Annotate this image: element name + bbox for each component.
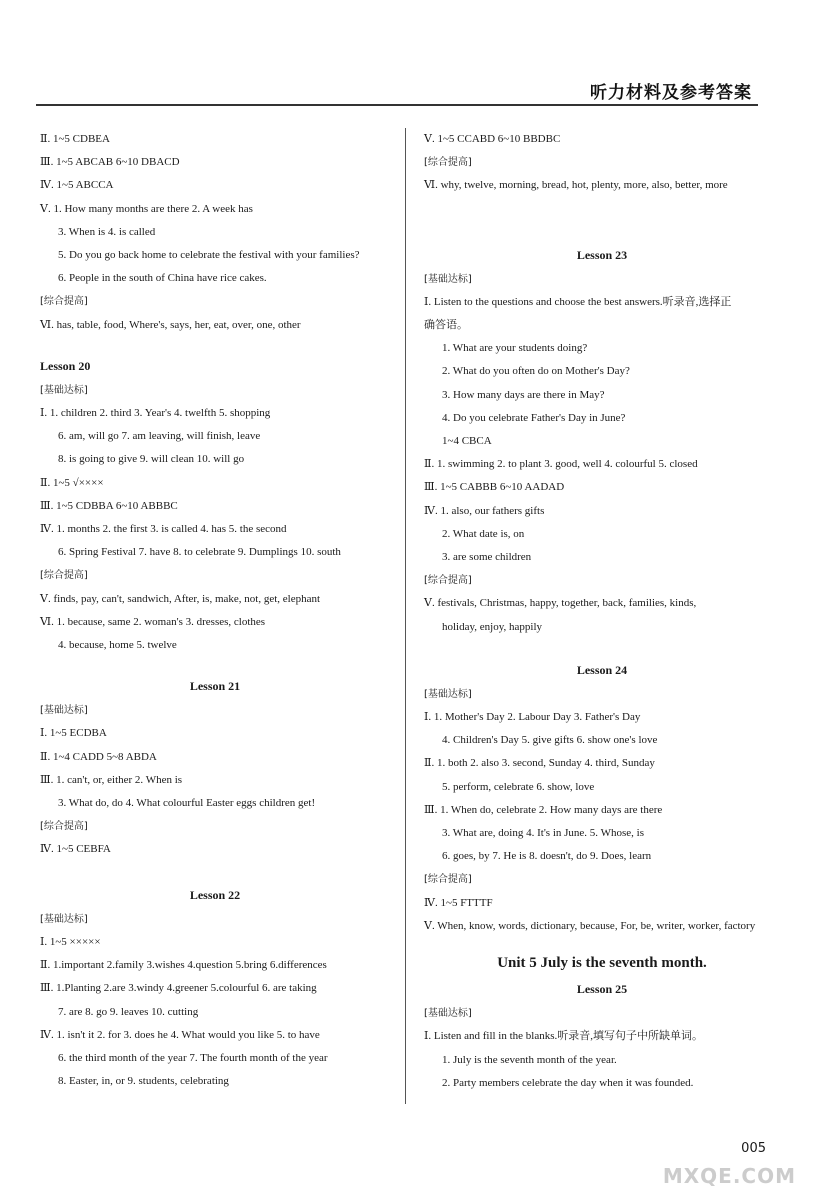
answer-line: Ⅳ. 1~5 FTTTF (424, 896, 493, 909)
answer-line: Ⅳ. 1~5 CEBFA (40, 843, 111, 856)
answer-line: Ⅰ. Listen to the questions and choose the best answers.听录音,选择正 (424, 295, 732, 308)
lesson-title: Lesson 20 (40, 358, 91, 373)
answer-line: 2. What do you often do on Mother's Day? (442, 365, 630, 378)
section-tag: [综合提高] (40, 570, 88, 582)
answer-line: 3. When is 4. is called (58, 225, 156, 238)
page-number: 005 (741, 1141, 766, 1156)
answer-line: Ⅵ. 1. because, same 2. woman's 3. dresses, clothes (40, 615, 266, 628)
answer-line: Ⅳ. 1. isn't it 2. for 3. does he 4. What would you like 5. to have (40, 1028, 320, 1041)
answer-line: 8. is going to give 9. will clean 10. will go (58, 453, 245, 466)
left-column (40, 128, 390, 1093)
lesson-title: Lesson 21 (189, 679, 241, 694)
answer-line: Ⅲ. 1.Planting 2.are 3.windy 4.greener 5.colourful 6. are taking (40, 982, 317, 995)
section-tag: [综合提高] (40, 296, 88, 308)
answer-line: Ⅴ. finds, pay, can't, sandwich, After, is, make, not, get, elephant (40, 592, 321, 605)
section-tag: [综合提高] (424, 157, 472, 169)
answer-line: Ⅴ. festivals, Christmas, happy, together, back, families, kinds, (424, 597, 697, 610)
answer-line: 4. Children's Day 5. give gifts 6. show one's love (442, 734, 658, 747)
column-divider (405, 128, 406, 1104)
answer-line: 8. Easter, in, or 9. students, celebrating (58, 1075, 229, 1088)
answer-line: Ⅱ. 1. both 2. also 3. second, Sunday 4. third, Sunday (424, 757, 655, 770)
page-header-title: 听力材料及参考答案 (590, 83, 752, 103)
answer-line: 1~4 CBCA (442, 435, 492, 448)
answer-line: 5. perform, celebrate 6. show, love (442, 780, 595, 793)
answer-line: Ⅰ. 1~5 ECDBA (40, 727, 107, 740)
section-tag: [基础达标] (424, 688, 472, 700)
answer-line: Ⅱ. 1~4 CADD 5~8 ABDA (40, 750, 157, 763)
answer-line: Ⅵ. why, twelve, morning, bread, hot, plenty, more, also, better, more (424, 179, 728, 192)
answer-line: Ⅱ. 1~5 CDBEA (40, 133, 110, 145)
answer-line: Ⅱ. 1~5 √×××× (40, 476, 104, 489)
answer-line: Ⅳ. 1. months 2. the first 3. is called 4. has 5. the second (40, 523, 287, 536)
answer-line: Ⅲ. 1. can't, or, either 2. When is (40, 773, 183, 786)
answer-line: Ⅱ. 1.important 2.family 3.wishes 4.question 5.bring 6.differences (40, 959, 327, 972)
section-tag: [基础达标] (424, 1008, 472, 1020)
lesson-title: Lesson 25 (576, 982, 628, 997)
answer-line: 3. are some children (442, 551, 532, 564)
answer-line: 5. Do you go back home to celebrate the festival with your families? (58, 249, 360, 262)
answer-line: 7. are 8. go 9. leaves 10. cutting (58, 1005, 199, 1018)
answer-line: Ⅳ. 1. also, our fathers gifts (424, 504, 545, 517)
answer-line: Ⅲ. 1. When do, celebrate 2. How many days are there (424, 803, 663, 816)
watermark: MXQE.COM (662, 1164, 796, 1188)
lesson-title: Lesson 24 (576, 662, 628, 677)
answer-line: Ⅰ. 1~5 ××××× (40, 935, 101, 948)
answer-line: 2. What date is, on (442, 527, 525, 540)
section-tag: [综合提高] (424, 575, 472, 587)
answer-line: Ⅰ. 1. children 2. third 3. Year's 4. twelfth 5. shopping (40, 407, 271, 420)
answer-line: Ⅵ. has, table, food, Where's, says, her, eat, over, one, other (40, 318, 301, 331)
section-tag: [基础达标] (40, 705, 88, 717)
answer-line: 1. What are your students doing? (442, 342, 588, 355)
answer-line: 6. goes, by 7. He is 8. doesn't, do 9. Does, learn (442, 850, 652, 863)
answer-line: 3. What are, doing 4. It's in June. 5. Whose, is (442, 827, 644, 840)
answer-line: 确答语。 (424, 319, 468, 332)
section-tag: [综合提高] (40, 821, 88, 833)
lesson-title: Lesson 22 (189, 887, 241, 902)
answer-line: Ⅴ. When, know, words, dictionary, because, For, be, writer, worker, factory (424, 919, 756, 932)
right-column (424, 128, 780, 1095)
section-tag: [基础达标] (424, 273, 472, 285)
answer-line: Ⅱ. 1. swimming 2. to plant 3. good, well 4. colourful 5. closed (424, 458, 698, 471)
section-tag: [基础达标] (40, 913, 88, 925)
answer-line: Ⅳ. 1~5 ABCCA (40, 179, 114, 192)
lesson-title: Lesson 23 (576, 247, 628, 262)
answer-line: 6. Spring Festival 7. have 8. to celebrate 9. Dumplings 10. south (58, 546, 341, 559)
section-tag: [基础达标] (40, 384, 88, 396)
answer-line: 3. What do, do 4. What colourful Easter eggs children get! (58, 797, 316, 810)
answer-line: 1. July is the seventh month of the year. (442, 1053, 617, 1066)
answer-line: 6. the third month of the year 7. The fourth month of the year (58, 1051, 328, 1064)
header-rule (36, 104, 758, 106)
answer-line: 4. because, home 5. twelve (58, 639, 177, 652)
answer-line: 2. Party members celebrate the day when it was founded. (442, 1076, 694, 1089)
answer-line: Ⅴ. 1~5 CCABD 6~10 BBDBC (424, 133, 561, 145)
answer-line: 4. Do you celebrate Father's Day in June? (442, 411, 626, 424)
answer-line: 6. People in the south of China have rice cakes. (58, 272, 267, 285)
answer-line: 3. How many days are there in May? (442, 388, 605, 401)
answer-line: Ⅰ. 1. Mother's Day 2. Labour Day 3. Father's Day (424, 711, 641, 724)
answer-line: 6. am, will go 7. am leaving, will finish, leave (58, 430, 261, 443)
answer-line: Ⅲ. 1~5 CABBB 6~10 AADAD (424, 481, 565, 494)
answer-line: Ⅲ. 1~5 CDBBA 6~10 ABBBC (40, 499, 178, 512)
answer-line: Ⅴ. 1. How many months are there 2. A week has (40, 202, 253, 215)
answer-line: Ⅰ. Listen and fill in the blanks.听录音,填写句子中所缺单词。 (424, 1030, 704, 1043)
answer-line: Ⅲ. 1~5 ABCAB 6~10 DBACD (40, 156, 180, 169)
unit-title: Unit 5 July is the seventh month. (497, 955, 707, 972)
section-tag: [综合提高] (424, 874, 472, 886)
answer-line: holiday, enjoy, happily (442, 620, 542, 633)
